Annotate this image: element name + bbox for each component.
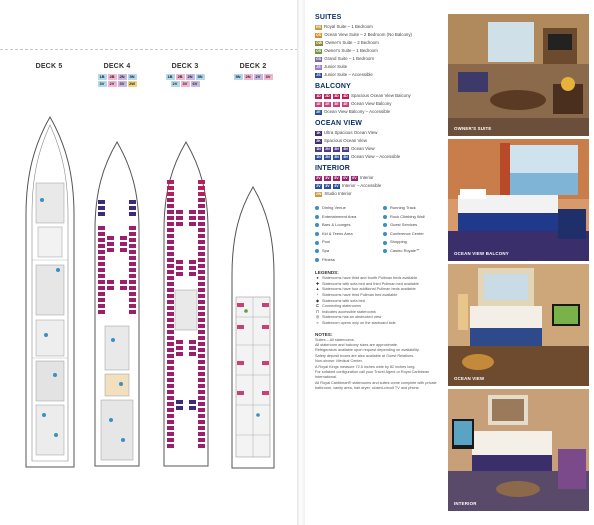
category-chip: 2E (316, 109, 321, 114)
deck-3-codes (154, 74, 216, 87)
deck-code: 3V (264, 74, 273, 80)
category-label: Junior Suite (324, 64, 348, 69)
list-item (315, 153, 450, 161)
notes-title: NOTES: (315, 331, 333, 337)
deck-5-header (18, 63, 80, 70)
note-line: For sofabed configuration call your Travel Agent or Royal Caribbean International. (315, 369, 430, 380)
category-chip: 1E (316, 101, 321, 106)
category-chip: 2W (316, 191, 322, 196)
category-chip: 1N (316, 154, 321, 159)
deck-4-codes (86, 74, 148, 87)
amenity-icon (383, 206, 387, 210)
legend-symbol-icon: ✚ (315, 281, 320, 286)
legend-text: Staterooms have third and fourth Pullman beds available (322, 276, 418, 281)
category-chip: 3N (334, 154, 339, 159)
deck-code: 5N (197, 74, 203, 79)
amenity-label: Conference Center (390, 230, 424, 236)
category-chip: 2N (325, 146, 330, 151)
deck-code: 2N (245, 74, 251, 79)
amenity-label: Rock Climbing Wall (390, 213, 425, 219)
amenity-icon (315, 258, 319, 262)
category-chip: OS (316, 48, 322, 53)
deck-code: 2V (171, 81, 180, 87)
legend-symbol-icon: ⊏ (315, 304, 320, 309)
category-chip: 2K (316, 138, 321, 143)
deck-code: 3V (181, 81, 190, 87)
category-label: Ocean View Balcony – Accessible (324, 109, 391, 114)
deck-3-header (154, 63, 216, 88)
category-label: Ultra Spacious Ocean View (324, 130, 378, 135)
amenity-icon (315, 241, 319, 245)
category-chip: 5V (334, 175, 339, 180)
amenity-label: Pool (322, 239, 331, 245)
section-title-interior: INTERIOR (315, 165, 351, 172)
category-chip: 3D (334, 93, 339, 98)
deck-2-title: DECK 2 (239, 63, 267, 70)
amenity-label: Running Track (390, 205, 416, 210)
list-item (315, 129, 450, 137)
category-label: Ocean View – Accessible (351, 154, 401, 159)
legend-text: Staterooms with sofa bed (322, 298, 365, 303)
deck-4-header (86, 63, 148, 88)
amenity-item (315, 230, 379, 239)
owners-suite-photo[interactable] (448, 14, 589, 136)
deck-code: 5N (129, 74, 135, 79)
legend-symbol-icon: » (316, 320, 319, 325)
note-line: Suites – All staterooms. (315, 337, 355, 342)
deck-5-title: DECK 5 (35, 63, 63, 70)
amenity-label: Bars & Lounges (322, 222, 351, 228)
deck-code: 2N (119, 74, 125, 79)
deck-code: 5N (235, 74, 241, 79)
photo-caption: OCEAN VIEW BALCONY (454, 251, 509, 256)
category-chip: 1K (316, 130, 321, 135)
deck-3-plan[interactable] (160, 140, 212, 472)
category-chip: OS (316, 32, 322, 37)
list-item (315, 145, 450, 153)
legend-text: Connecting staterooms (322, 304, 362, 309)
amenities-grid (315, 204, 450, 264)
deck-code: 3V (118, 81, 127, 87)
note-line: Safety deposit boxes are also available at Guest Relations. (315, 353, 415, 358)
deck-code: 2V (254, 74, 263, 80)
amenity-label: Entertainment Area (322, 213, 357, 219)
category-label: Grand Suite – 1 Bedroom (324, 56, 374, 61)
amenity-icon (383, 223, 387, 227)
category-chip: 3E (334, 101, 339, 106)
section-title-balcony: BALCONY (315, 83, 352, 90)
deck-4-title: DECK 4 (103, 63, 131, 70)
list-item (315, 190, 450, 198)
legend-text: Staterooms has an obstructed view (322, 315, 382, 320)
deck-code: 3V (98, 81, 107, 87)
category-chip: 2V (316, 175, 321, 180)
deck-2-codes (222, 74, 284, 80)
photo-caption: INTERIOR (454, 501, 477, 506)
category-chip: 4D (343, 93, 348, 98)
deck-code: 2N (187, 74, 193, 79)
category-label: Owner's Suite – 1 Bedroom (324, 48, 378, 53)
amenity-icon (315, 223, 319, 227)
legend-symbol-icon: ◆ (316, 298, 319, 303)
note-line: Refrigerators available upon request depending on availability. (315, 348, 420, 353)
category-chip: 1N (316, 146, 321, 151)
category-chip: 2E (325, 101, 330, 106)
list-item (315, 174, 450, 182)
category-label: Ocean View Balcony (351, 101, 392, 106)
deck-3-title: DECK 3 (171, 63, 199, 70)
deck-code: 2W (129, 81, 135, 86)
amenity-icon (383, 241, 387, 245)
category-label: Owner's Suite – 2 Bedroom (325, 40, 379, 45)
amenity-label: Guest Services (390, 222, 418, 228)
page-gutter (297, 0, 305, 525)
note-line: All stateroom and balcony sizes are approximate. (315, 342, 398, 347)
category-label: Ocean View (351, 146, 375, 151)
deck-code: 6V (191, 81, 200, 87)
category-chip: 2D (325, 93, 330, 98)
legend-page (305, 0, 594, 525)
category-chip: 4N (343, 154, 348, 159)
category-chip: RS (316, 24, 321, 29)
amenity-item (315, 204, 379, 213)
amenity-item (315, 256, 379, 265)
list-item (315, 100, 450, 108)
legend-column (315, 14, 450, 392)
category-chip: 6V (352, 175, 357, 180)
amenity-item (383, 213, 447, 222)
amenity-item (383, 204, 447, 213)
amenity-item (383, 230, 447, 239)
amenity-item (315, 213, 379, 222)
legend-symbol-icon: ◎ (315, 315, 320, 320)
ocean-view-photo[interactable] (448, 264, 589, 386)
deck-code: 1B (167, 74, 173, 79)
amenity-item (315, 221, 379, 230)
list-item (315, 55, 450, 63)
legend-text: Staterooms with sofa bed and third Pullman bed available (322, 281, 419, 286)
interior-photo[interactable] (448, 389, 589, 511)
note-line: All Royal Caribbean® staterooms and suites come complete with private bathroom, vanity area, hair dryer, closed-circuit TV and phone. (315, 380, 437, 391)
amenity-item (315, 238, 379, 247)
list-item (315, 137, 450, 145)
deck-code: 2B (177, 74, 183, 79)
category-label: Ocean View Suite – 2 Bedroom (No Balcony) (324, 32, 412, 37)
list-item (315, 39, 450, 47)
deck-code: 2B (109, 74, 115, 79)
amenity-label: Kid & Teens Area (322, 230, 353, 236)
list-item (315, 63, 450, 71)
list-item (315, 23, 450, 31)
section-title-ocean-view: OCEAN VIEW (315, 120, 363, 127)
amenity-icon (315, 215, 319, 219)
stateroom-photos (448, 14, 589, 514)
note-line: A Royal Kings measure 72.5 inches wide by 82 inches long. (315, 364, 416, 369)
legend-text: Staterooms have four additional Pullman beds available (322, 287, 416, 292)
category-chip: 4E (343, 101, 348, 106)
category-label: Interior – Accessible (342, 183, 382, 188)
category-chip: GS (316, 56, 322, 61)
list-item (315, 108, 450, 116)
list-item (315, 71, 450, 79)
legend-text: Staterooms have third Pullman bed available (322, 292, 398, 297)
amenity-item (383, 221, 447, 230)
list-item (315, 182, 450, 190)
category-label: Interior (360, 175, 374, 180)
amenity-label: Shopping (390, 239, 407, 245)
category-chip: OW (316, 40, 323, 45)
amenity-item (383, 238, 447, 247)
category-chip: 4V (334, 183, 339, 188)
category-chip: 6V (343, 175, 348, 180)
legend-symbol-icon: * (316, 292, 319, 297)
photo-caption: OWNER'S SUITE (454, 126, 492, 131)
category-label: Royal Suite – 1 Bedroom (324, 24, 373, 29)
legend-text: Indicates accessible staterooms (322, 309, 376, 314)
top-divider (0, 49, 298, 50)
category-chip: 3V (325, 175, 330, 180)
deck-code: 1B (99, 74, 105, 79)
amenity-item (383, 247, 447, 256)
category-label: Junior Suite – Accessible (324, 72, 373, 77)
category-chip: 3N (334, 146, 339, 151)
category-chip: JS (316, 72, 321, 77)
amenity-label: Casino Royale℠ (390, 247, 421, 253)
list-item (315, 31, 450, 39)
legend-text: Stateroom opens only on the starboard side (322, 320, 396, 325)
photo-caption: OCEAN VIEW (454, 376, 485, 381)
amenity-item (315, 247, 379, 256)
category-chip: 2V (316, 183, 321, 188)
deck-code: 2V (108, 81, 117, 87)
amenity-label: Dining Venue (322, 205, 346, 210)
category-label: Spacious Ocean View (324, 138, 367, 143)
note-line: Non-shown: Medical Center. (315, 359, 363, 364)
category-chip: JS (316, 64, 321, 69)
category-chip: 2N (325, 154, 330, 159)
legend-symbol-icon: ▲ (315, 287, 320, 292)
amenity-icon (383, 232, 387, 236)
amenity-label: Fitness (322, 256, 335, 262)
amenity-icon (383, 249, 387, 253)
category-label: Spacious Ocean View Balcony (351, 93, 411, 98)
deck-2-plan[interactable] (228, 185, 278, 472)
legend-item (315, 321, 450, 327)
list-item (315, 47, 450, 55)
deck-4-plan[interactable] (91, 140, 143, 472)
amenity-icon (383, 215, 387, 219)
legend-symbol-icon: ⊓ (316, 309, 319, 314)
deck-5-plan[interactable] (22, 115, 78, 475)
amenity-icon (315, 206, 319, 210)
category-chip: 3V (325, 183, 330, 188)
amenity-label: Spa (322, 247, 330, 253)
section-title-suites: SUITES (315, 14, 342, 21)
list-item (315, 92, 450, 100)
deck-2-header (222, 63, 284, 81)
legend-title: LEGENDS: (315, 270, 339, 276)
category-chip: 1D (316, 93, 321, 98)
category-label: Studio Interior (324, 191, 352, 196)
ocean-view-balcony-photo[interactable] (448, 139, 589, 261)
legend-symbol-icon: ● (316, 276, 319, 281)
amenity-icon (315, 249, 319, 253)
amenity-icon (315, 232, 319, 236)
category-chip: 4N (343, 146, 348, 151)
